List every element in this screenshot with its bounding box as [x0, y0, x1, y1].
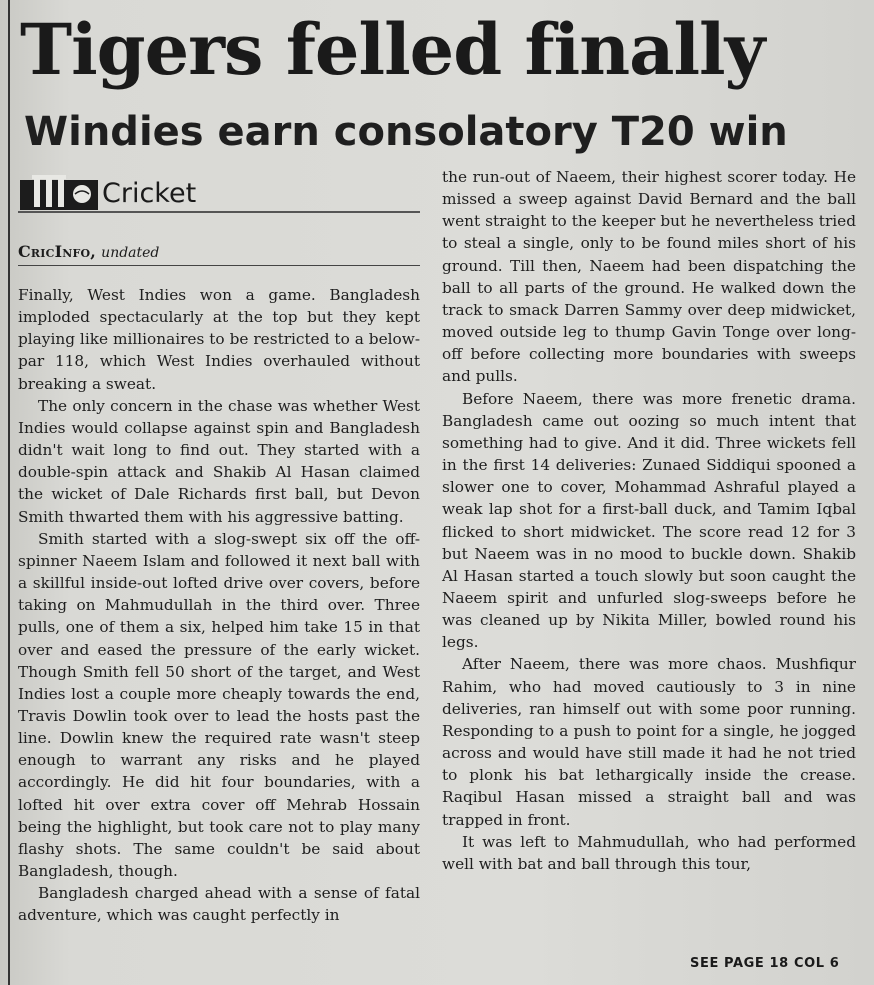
paragraph: Smith started with a slog-swept six off the off-spinner Naeem Islam and followed it next ball with a skillful inside-out lofted drive over covers, before taking on Mahmudullah in the third over. Three pulls, one of them a six, helped him take 15 in that over and eased the pressure of the early wicket. Though Smith fell 50 short of the target, and West Indies lost a couple more cheaply towards the end, Travis Dowlin took over to lead the hosts past the line. Dowlin knew the required rate wasn't steep enough to warrant any risks and he played accordingly. He did hit four boundaries, with a lofted hit over extra cover off Mehrab Hossain being the highlight, but took care not to play many flashy shots. The same couldn't be said about Bangladesh, though. — [18, 529, 420, 881]
article-column-right — [442, 166, 856, 875]
section-kicker — [18, 172, 420, 216]
section-label: Cricket — [102, 178, 197, 209]
paragraph: Bangladesh charged ahead with a sense of fatal adventure, which was caught perfectly in — [18, 884, 420, 925]
paragraph: The only concern in the chase was whether West Indies would collapse against spin and Bangladesh didn't wait long to find out. They started with a double-spin attack and Shakib Al Hasan claimed the wicket of Dale Richards first ball, but Devon Smith thwarted them with his aggressive batting. — [18, 396, 420, 526]
byline-source: CricInfo, — [18, 242, 97, 261]
byline-date: undated — [101, 245, 160, 261]
section-rule — [18, 211, 420, 213]
paragraph: It was left to Mahmudullah, who had performed well with bat and ball through this tour, — [442, 832, 856, 873]
paragraph: the run-out of Naeem, their highest scorer today. He missed a sweep against David Bernard and the ball went straight to the keeper but he nevertheless tried to steal a single, only to be found miles short of his ground. Till then, Naeem had been dispatching the ball to all parts of the ground. He walked down the track to smack Darren Sammy over deep midwicket, moved outside leg to thump Gavin Tonge over long-off before collecting more boundaries with sweeps and pulls. — [442, 168, 856, 386]
subheadline: Windies earn consolatory T20 win — [24, 109, 788, 155]
byline — [18, 240, 159, 265]
paragraph: Before Naeem, there was more frenetic drama. Bangladesh came out oozing so much intent that something had to give. And it did. Three wickets fell in the first 14 deliveries: Zunaed Siddiqui spooned a slower one to cover, Mohammad Ashraful played a weak lap shot for a first-ball duck, and Tamim Iqbal flicked to short midwicket. The score read 12 for 3 but Naeem was in no mood to buckle down. Shakib Al Hasan started a touch slowly but soon caught the Naeem spirit and unfurled slog-sweeps before he was cleaned up by Nikita Miller, bowled round his legs. — [442, 389, 856, 652]
column-divider — [8, 0, 10, 985]
article-column-left — [18, 284, 420, 927]
paragraph: After Naeem, there was more chaos. Mushfiqur Rahim, who had moved cautiously to 3 in nine deliveries, ran himself out with some poor running. Responding to a push to point for a single, he jogged across and would have still made it had he not tried to plonk his bat lethargically inside the crease. Raqibul Hasan missed a straight ball and was trapped in front. — [442, 655, 856, 829]
headline: Tigers felled finally — [20, 8, 765, 91]
paragraph: Finally, West Indies won a game. Bangladesh imploded spectacularly at the top but they kept playing like millionaires to be restricted to a below-par 118, which West Indies overhauled without breaking a sweat. — [18, 286, 420, 393]
byline-rule — [18, 265, 420, 266]
continuation-line: SEE PAGE 18 COL 6 — [690, 956, 840, 971]
cricket-stumps-icon — [20, 174, 98, 212]
